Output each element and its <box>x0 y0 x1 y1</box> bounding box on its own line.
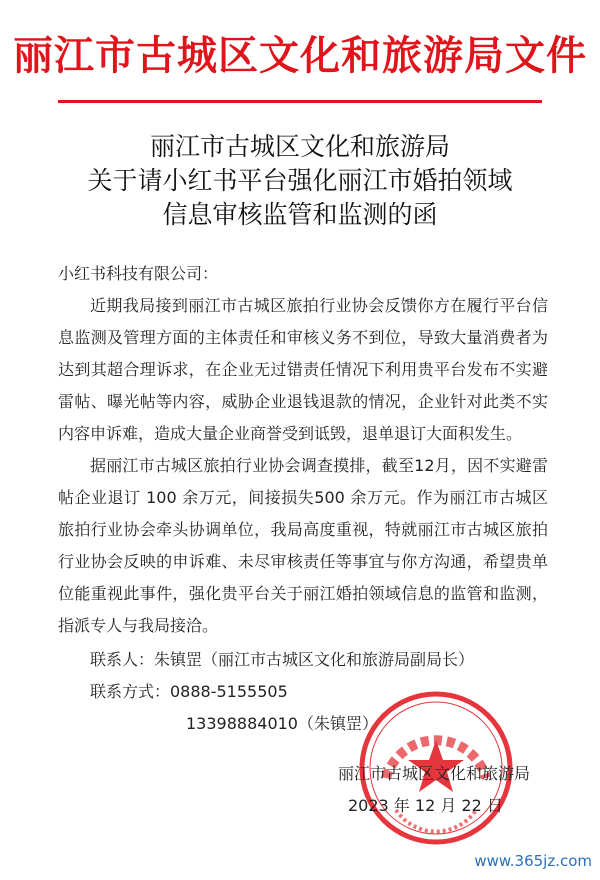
title-line-2: 关于请小红书平台强化丽江市婚拍领域 <box>87 166 513 195</box>
paragraph-2: 据丽江市古城区旅拍行业协会调查摸排，截至12月，因不实避雷帖企业退订 100 余万元，间接损失500 余万元。作为丽江市古城区旅拍行业协会牵头协调单位，我局高度重视，特就丽江市古城区旅拍行业协会反映的申诉难、未尽审核责任等事宜与你方沟通，希望贵单位能重视此事件，强化贵平台关于丽江婚拍领域信息的监管和监测，指派专人与我局接洽。 <box>58 456 548 635</box>
red-divider <box>58 100 542 103</box>
title-line-3: 信息审核监管和监测的函 <box>162 200 438 229</box>
document-title <box>0 130 600 232</box>
site-watermark: www.365jz.com <box>474 852 592 870</box>
letter-body <box>58 290 548 642</box>
signature-date: 2023 年 12 月 22 日 <box>348 796 503 815</box>
document-header-title: 丽江市古城区文化和旅游局文件 <box>13 32 587 79</box>
paragraph-1: 近期我局接到丽江市古城区旅拍行业协会反馈你方在履行平台信息监测及管理方面的主体责任和审核义务不到位，导致大量消费者为达到其超合理诉求，在企业无过错责任情况下利用贵平台发布不实避雷帖、曝光帖等内容，威胁企业退钱退款的情况，企业针对此类不实内容申诉难，造成大量企业商誉受到诋毁，退单退订大面积发生。 <box>58 296 548 443</box>
addressee: 小红书科技有限公司： <box>58 264 219 283</box>
title-line-1: 丽江市古城区文化和旅游局 <box>149 132 450 161</box>
signature-organization: 丽江市古城区文化和旅游局 <box>338 764 531 783</box>
contact-person: 联系人：朱镇罡（丽江市古城区文化和旅游局副局长） <box>90 650 475 669</box>
contact-mobile: 13398884010（朱镇罡） <box>186 714 378 733</box>
contact-phone: 联系方式：0888-5155505 <box>90 682 288 701</box>
